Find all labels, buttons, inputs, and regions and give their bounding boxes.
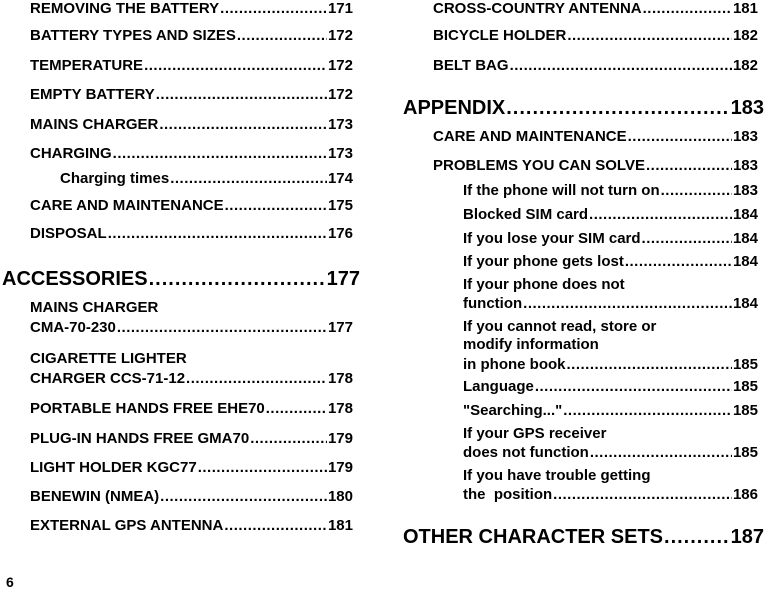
- toc-page-number: 184: [732, 295, 758, 312]
- dot-leader: [625, 253, 732, 271]
- toc-entry-label: EMPTY BATTERY: [30, 86, 155, 103]
- dot-leader: [642, 230, 732, 248]
- toc-page-number: 185: [732, 402, 758, 419]
- toc-page-number: 176: [327, 225, 353, 242]
- toc-entry-label: PROBLEMS YOU CAN SOLVE: [433, 157, 645, 174]
- toc-entry-label: BATTERY TYPES AND SIZES: [30, 27, 236, 44]
- toc-entry-cross-country-antenna[interactable]: [433, 0, 758, 18]
- dot-leader: [224, 517, 327, 535]
- toc-entry-belt-bag[interactable]: [433, 57, 758, 75]
- toc-entry-disposal[interactable]: [30, 225, 353, 243]
- toc-entry-battery-types-and-sizes[interactable]: [30, 27, 353, 45]
- toc-entry-label: Language: [463, 378, 534, 395]
- dot-leader: [266, 400, 327, 418]
- toc-entry-empty-battery[interactable]: [30, 86, 353, 104]
- toc-entry-blocked-sim-card[interactable]: [463, 206, 758, 224]
- toc-page-number: 171: [327, 0, 353, 17]
- dot-leader: [117, 319, 327, 337]
- toc-entry-label: Blocked SIM card: [463, 206, 589, 223]
- toc-page-number: 181: [327, 517, 353, 534]
- dot-leader: [237, 27, 327, 45]
- toc-entry-label: CARE AND MAINTENANCE: [30, 197, 224, 214]
- dot-leader: [144, 57, 327, 75]
- toc-page-number: 177: [326, 268, 360, 290]
- toc-chapter-accessories[interactable]: [2, 267, 360, 291]
- toc-page-number: 184: [732, 230, 758, 247]
- toc-entry-first-line: If your GPS receiver: [463, 425, 607, 442]
- dot-leader: [510, 57, 732, 75]
- toc-page-number: 173: [327, 116, 353, 133]
- toc-page-number: 172: [327, 86, 353, 103]
- dot-leader: [643, 0, 732, 18]
- toc-entry-trouble-getting-position[interactable]: [463, 486, 758, 504]
- toc-page-number: 174: [327, 170, 353, 187]
- toc-page-number: 172: [327, 27, 353, 44]
- toc-entry-label: function: [463, 295, 523, 312]
- toc-entry-light-holder[interactable]: [30, 459, 353, 477]
- toc-entry-label: REMOVING THE BATTERY: [30, 0, 220, 17]
- dot-leader: [664, 525, 730, 549]
- toc-page-number: 185: [732, 356, 758, 373]
- dot-leader: [170, 170, 327, 188]
- dot-leader: [160, 488, 327, 506]
- toc-entry-label: CHARGING: [30, 145, 112, 162]
- toc-page-number: 173: [327, 145, 353, 162]
- toc-entry-label: ACCESSORIES: [2, 268, 148, 290]
- toc-page-number: 183: [730, 97, 764, 119]
- dot-leader: [186, 370, 327, 388]
- toc-page-number: 179: [327, 459, 353, 476]
- dot-leader: [506, 96, 729, 120]
- toc-entry-problems-you-can-solve[interactable]: [433, 157, 758, 175]
- toc-page-number: 186: [732, 486, 758, 503]
- dot-leader: [113, 145, 327, 163]
- toc-entry-label: BICYCLE HOLDER: [433, 27, 567, 44]
- toc-entry-gps-receiver-does-not-function[interactable]: [463, 444, 758, 462]
- toc-chapter-appendix[interactable]: [403, 96, 764, 120]
- toc-entry-mains-charger-cma[interactable]: [30, 319, 353, 337]
- toc-page-number: 178: [327, 400, 353, 417]
- toc-page-number: 183: [732, 157, 758, 174]
- toc-entry-label: LIGHT HOLDER KGC77: [30, 459, 197, 476]
- toc-page-number: 182: [732, 27, 758, 44]
- toc-page-number: 177: [327, 319, 353, 336]
- toc-entry-label: EXTERNAL GPS ANTENNA: [30, 517, 224, 534]
- page-number: 6: [6, 574, 14, 590]
- dot-leader: [225, 197, 327, 215]
- toc-entry-label: MAINS CHARGER: [30, 116, 159, 133]
- toc-entry-charging-times[interactable]: [60, 170, 353, 188]
- toc-page-number: 172: [327, 57, 353, 74]
- toc-page-number: 187: [730, 526, 764, 548]
- dot-leader: [646, 157, 732, 175]
- toc-entry-label: CROSS-COUNTRY ANTENNA: [433, 0, 642, 17]
- toc-page-number: 183: [732, 182, 758, 199]
- toc-entry-mains-charger[interactable]: [30, 116, 353, 134]
- toc-entry-benewin[interactable]: [30, 488, 353, 506]
- toc-entry-care-and-maintenance-appendix[interactable]: [433, 128, 758, 146]
- toc-entry-charging[interactable]: [30, 145, 353, 163]
- dot-leader: [159, 116, 327, 134]
- toc-entry-label: "Searching...": [463, 402, 563, 419]
- toc-entry-label: DISPOSAL: [30, 225, 107, 242]
- dot-leader: [198, 459, 327, 477]
- dot-leader: [589, 206, 732, 224]
- toc-entry-cigarette-lighter-charger[interactable]: [30, 370, 353, 388]
- toc-entry-label: If the phone will not turn on: [463, 182, 660, 199]
- toc-page-number: 180: [327, 488, 353, 505]
- toc-page-number: 184: [732, 206, 758, 223]
- toc-entry-label: OTHER CHARACTER SETS: [403, 526, 664, 548]
- toc-entry-temperature[interactable]: [30, 57, 353, 75]
- dot-leader: [220, 0, 327, 18]
- toc-entry-phone-book-problems[interactable]: [463, 356, 758, 374]
- toc-entry-care-and-maintenance[interactable]: [30, 197, 353, 215]
- toc-entry-label: TEMPERATURE: [30, 57, 144, 74]
- dot-leader: [567, 356, 732, 374]
- toc-entry-first-line: CIGARETTE LIGHTER: [30, 350, 187, 367]
- toc-entry-portable-hands-free[interactable]: [30, 400, 353, 418]
- dot-leader: [661, 182, 732, 200]
- toc-entry-phone-gets-lost[interactable]: [463, 253, 758, 271]
- toc-entry-first-line: If your phone does not: [463, 276, 625, 293]
- dot-leader: [590, 444, 732, 462]
- toc-entry-label: BELT BAG: [433, 57, 509, 74]
- toc-entry-language[interactable]: [463, 378, 758, 396]
- toc-entry-label: If your phone gets lost: [463, 253, 624, 270]
- toc-entry-label: CARE AND MAINTENANCE: [433, 128, 627, 145]
- toc-entry-removing-the-battery[interactable]: [30, 0, 353, 18]
- toc-entry-label: Charging times: [60, 170, 170, 187]
- toc-page-number: 185: [732, 444, 758, 461]
- toc-page-number: 179: [327, 430, 353, 447]
- toc-page-number: 185: [732, 378, 758, 395]
- toc-entry-phone-does-not-function[interactable]: [463, 295, 758, 313]
- dot-leader: [567, 27, 732, 45]
- dot-leader: [156, 86, 327, 104]
- toc-entry-plug-in-hands-free[interactable]: [30, 430, 353, 448]
- dot-leader: [108, 225, 327, 243]
- toc-entry-searching[interactable]: [463, 402, 758, 420]
- toc-page-number: 182: [732, 57, 758, 74]
- toc-entry-label: does not function: [463, 444, 589, 461]
- toc-entry-label: in phone book: [463, 356, 566, 373]
- toc-page-number: 183: [732, 128, 758, 145]
- dot-leader: [553, 486, 732, 504]
- toc-entry-label: PORTABLE HANDS FREE EHE70: [30, 400, 265, 417]
- toc-entry-first-line: If you have trouble getting: [463, 467, 651, 484]
- dot-leader: [250, 430, 327, 448]
- dot-leader: [535, 378, 732, 396]
- toc-page-number: 178: [327, 370, 353, 387]
- dot-leader: [523, 295, 732, 313]
- toc-entry-label: If you lose your SIM card: [463, 230, 641, 247]
- dot-leader: [563, 402, 732, 420]
- toc-page-number: 175: [327, 197, 353, 214]
- toc-entry-label: CMA-70-230: [30, 319, 116, 336]
- dot-leader: [149, 267, 326, 291]
- dot-leader: [628, 128, 732, 146]
- toc-entry-bicycle-holder[interactable]: [433, 27, 758, 45]
- toc-page-number: 184: [732, 253, 758, 270]
- toc-entry-label: CHARGER CCS-71-12: [30, 370, 186, 387]
- toc-entry-first-line: If you cannot read, store or: [463, 318, 657, 335]
- toc-entry-first-line: MAINS CHARGER: [30, 299, 159, 316]
- toc-entry-second-line: modify information: [463, 336, 599, 353]
- toc-entry-lose-sim-card[interactable]: [463, 230, 758, 248]
- toc-entry-external-gps-antenna[interactable]: [30, 517, 353, 535]
- toc-entry-label: BENEWIN (NMEA): [30, 488, 160, 505]
- toc-entry-phone-will-not-turn-on[interactable]: [463, 182, 758, 200]
- toc-entry-label: APPENDIX: [403, 97, 506, 119]
- toc-entry-label: the position: [463, 486, 553, 503]
- toc-entry-label: PLUG-IN HANDS FREE GMA70: [30, 430, 250, 447]
- toc-page-number: 181: [732, 0, 758, 17]
- toc-chapter-other-character-sets[interactable]: [403, 525, 764, 549]
